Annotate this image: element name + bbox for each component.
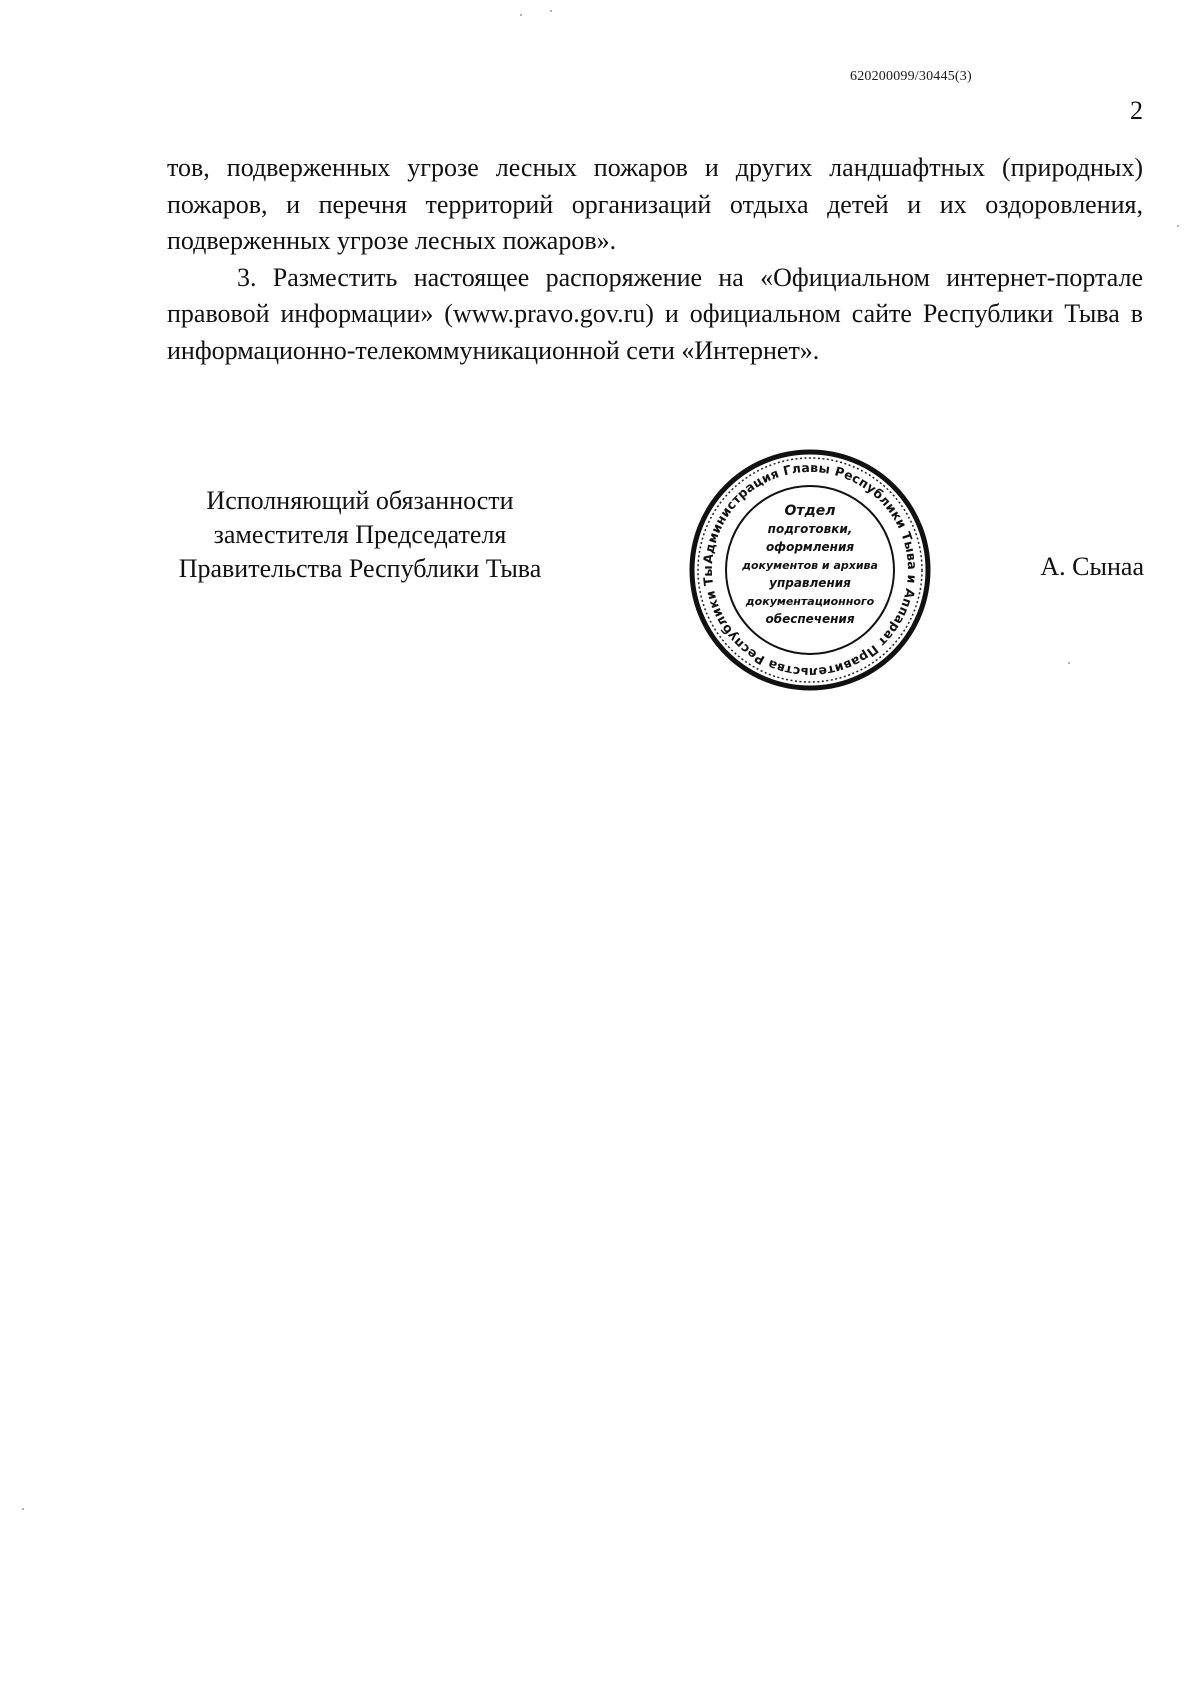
signatory-title-line: Правительства Республики Тыва [178,554,542,583]
seal-inner-line: управления [769,576,851,590]
official-seal-stamp [685,445,935,695]
document-code: 620200099/30445(3) [850,69,972,84]
signatory-name: А. Сынаа [1040,552,1144,581]
seal-inner-line: обеспечения [765,612,855,626]
seal-graphic [685,445,935,695]
seal-inner-line: документационного [745,595,875,608]
signatory-title-line: заместителя Председателя [213,520,507,549]
scan-speck [520,14,522,16]
paragraph-continuation: тов, подверженных угрозе лесных пожаров и других ландшафтных (природных) пожаров, и перечня территорий организаций отдыха детей и их оздоровления, подверженных угрозе лесных пожаров». [167,153,1143,255]
signatory-title-line: Исполняющий обязанности [206,486,514,515]
seal-inner-line: Отдел [784,503,836,519]
seal-inner-line: документов и архива [742,559,878,572]
paragraph-item-3: 3. Разместить настоящее распоряжение на «Официальном интернет-портале правовой информации» (www.pravo.gov.ru) и официальном сайте Республики Тыва в информационно-телекоммуникационной сети «Интернет». [167,262,1143,365]
seal-inner-line: оформления [765,540,855,554]
seal-inner-line: подготовки, [767,522,853,536]
scan-speck [550,10,552,12]
page-number: 2 [1130,96,1143,125]
scan-speck [1177,225,1179,227]
signatory-title [150,484,570,586]
scan-speck [1068,662,1070,664]
scan-speck [22,1508,24,1510]
svg-text:Администрация Главы Республики: Администрация Главы Республики Тыва и Аппарат Правительства Республики Ты [699,459,921,681]
document-body [167,150,1143,369]
